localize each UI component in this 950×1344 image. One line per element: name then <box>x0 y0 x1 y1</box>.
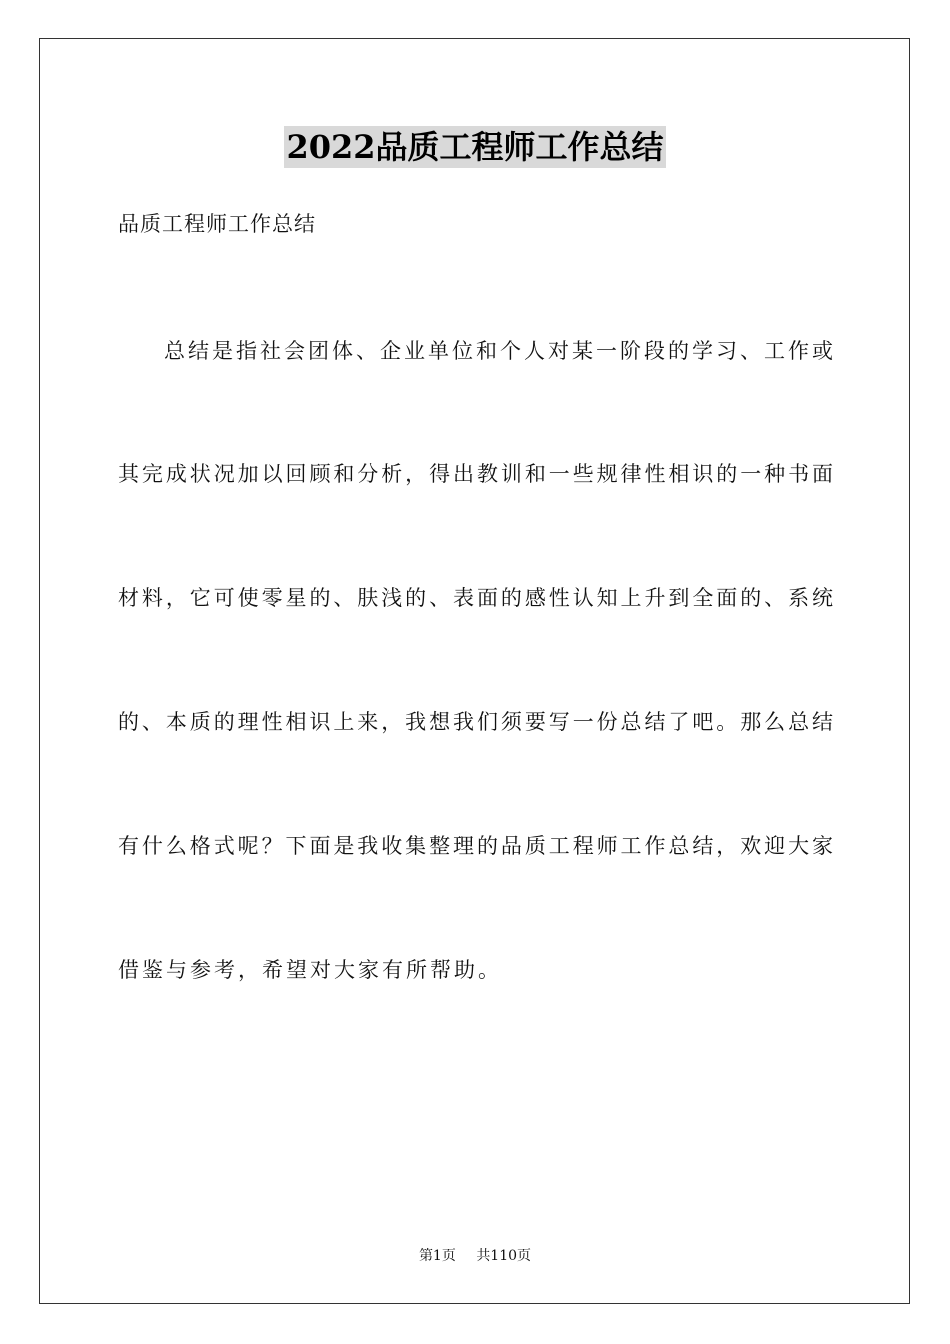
paragraph-line-2: 其完成状况加以回顾和分析，得出教训和一些规律性相识的一种书面 <box>118 462 833 486</box>
document-subtitle: 品质工程师工作总结 <box>118 212 316 236</box>
paragraph-line-5: 有什么格式呢？下面是我收集整理的品质工程师工作总结，欢迎大家 <box>118 834 833 858</box>
paragraph-line-6: 借鉴与参考，希望对大家有所帮助。 <box>118 958 502 982</box>
page-number-current: 第1页 <box>418 1248 456 1264</box>
paragraph-line-1: 总结是指社会团体、企业单位和个人对某一阶段的学习、工作或 <box>164 339 833 363</box>
page-number-total: 共110页 <box>476 1248 532 1264</box>
page-footer <box>0 1246 950 1266</box>
paragraph-line-4: 的、本质的理性相识上来，我想我们须要写一份总结了吧。那么总结 <box>118 710 833 734</box>
paragraph-line-3: 材料，它可使零星的、肤浅的、表面的感性认知上升到全面的、系统 <box>118 586 833 610</box>
title-container <box>0 126 950 168</box>
document-title: 2022品质工程师工作总结 <box>286 128 664 166</box>
